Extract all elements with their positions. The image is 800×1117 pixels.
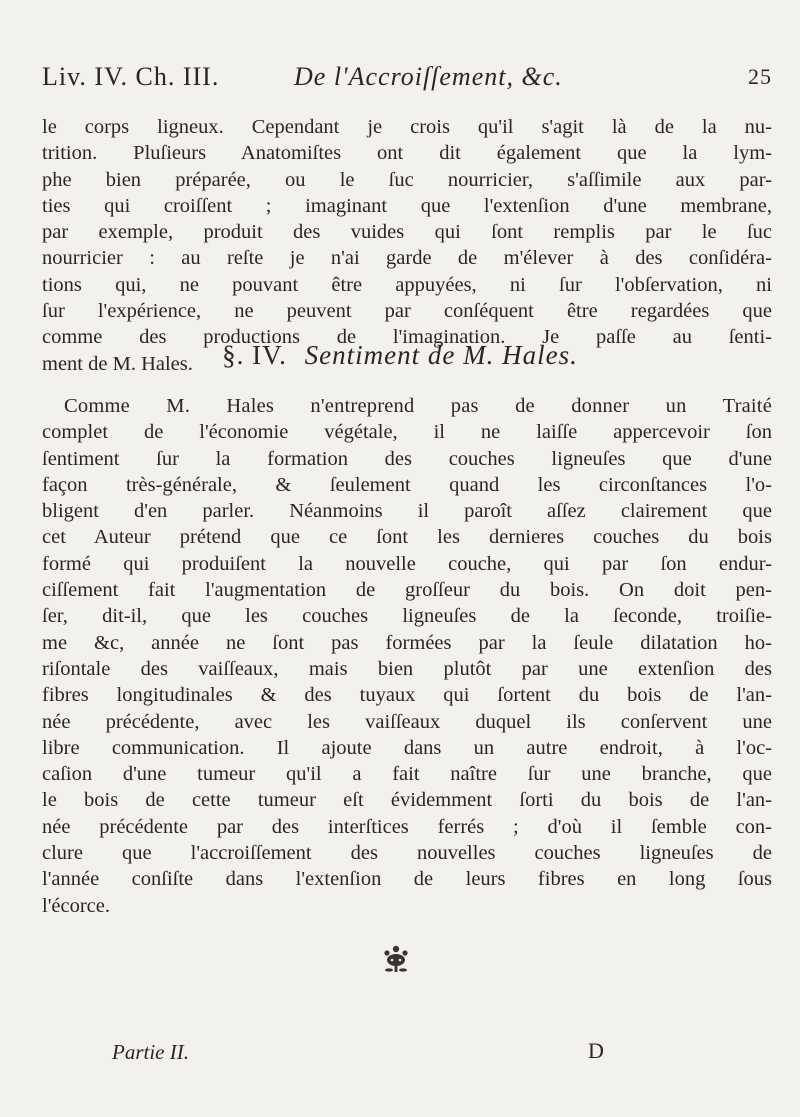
text-line: fibres longitudinales & des tuyaux qui ſortent du bois de l'an- [42,684,772,707]
text-line: ſur l'expérience, ne peuvent par conſéquent être regardées que [42,300,772,323]
page-number: 25 [748,64,772,89]
text-line: par exemple, produit des vuides qui ſont remplis par le ſuc [42,221,772,244]
running-head-title: De l'Accroiſſement, &c. [294,62,563,91]
text-line: le corps ligneux. Cependant je crois qu'il s'agit là de la nu- [42,116,772,138]
text-line: Comme M. Hales n'entreprend pas de donner un Traité [64,395,772,417]
text-line: complet de l'économie végétale, il ne laiſſe appercevoir ſon [42,421,772,444]
text-line: l'écorce. [42,894,110,917]
paragraph-1 [42,114,772,377]
text-line: née précédente par des interſtices ferrés ; d'où il ſemble con- [42,815,772,838]
running-head [42,62,772,102]
text-line: phe bien préparée, ou le ſuc nourricier, s'aſſimile aux par- [42,168,772,191]
text-line: riſontale des vaiſſeaux, mais bien plutôt par une extenſion des [42,657,772,680]
text-line: bligent d'en parler. Néanmoins il paroît aſſez clairement que [42,500,772,523]
text-line: le bois de cette tumeur eſt évidemment ſorti du bois de l'an- [42,789,772,812]
text-line: trition. Pluſieurs Anatomiſtes ont dit également que la lym- [42,142,772,165]
text-line: née précédente, avec les vaiſſeaux duquel ils conſervent une [42,710,772,733]
text-line: l'année conſiſte dans l'extenſion de leurs fibres en long ſous [42,868,772,891]
paragraph-2 [42,393,772,919]
text-line: libre communication. Il ajoute dans un autre endroit, à l'oc- [42,736,772,759]
running-head-chapter: Liv. IV. Ch. III. [42,62,220,91]
text-line: caſion d'une tumeur qu'il a fait naître ſur une branche, que [42,763,772,786]
text-line: ment de M. Hales. [42,352,193,375]
text-line: formé qui produiſent la nouvelle couche, qui par ſon endur- [42,552,772,575]
fleuron-ornament-icon [378,940,414,976]
text-line: ciſſement fait l'augmentation de groſſeur du bois. On doit pen- [42,579,772,602]
text-line: clure que l'accroiſſement des nouvelles couches ligneuſes de [42,842,772,865]
text-line: ſer, dit-il, que les couches ligneuſes de la ſeconde, troiſie- [42,605,772,628]
section-title: Sentiment de M. Hales. [304,340,578,370]
text-line: me &c, année ne ſont pas formées par la ſeule dilatation ho- [42,631,772,654]
signature-mark: D [588,1038,604,1063]
section-number: §. IV. [222,340,287,370]
text-line: façon très-générale, & ſeulement quand les circonſtances l'o- [42,473,772,496]
text-line: cet Auteur prétend que ce ſont les dernieres couches du bois [42,526,772,549]
text-line: ties qui croiſſent ; imaginant que l'extenſion d'une membrane, [42,194,772,217]
signature-label: Partie II. [112,1040,189,1064]
text-line: tions qui, ne pouvant être appuyées, ni ſur l'obſervation, ni [42,273,772,296]
text-line: nourricier : au reſte je n'ai garde de m'élever à des conſidéra- [42,247,772,270]
section-heading [0,340,800,371]
text-line: ſentiment ſur la formation des couches ligneuſes que d'une [42,447,772,470]
text-line: comme des productions de l'imagination. Je paſſe au ſenti- [42,326,772,349]
